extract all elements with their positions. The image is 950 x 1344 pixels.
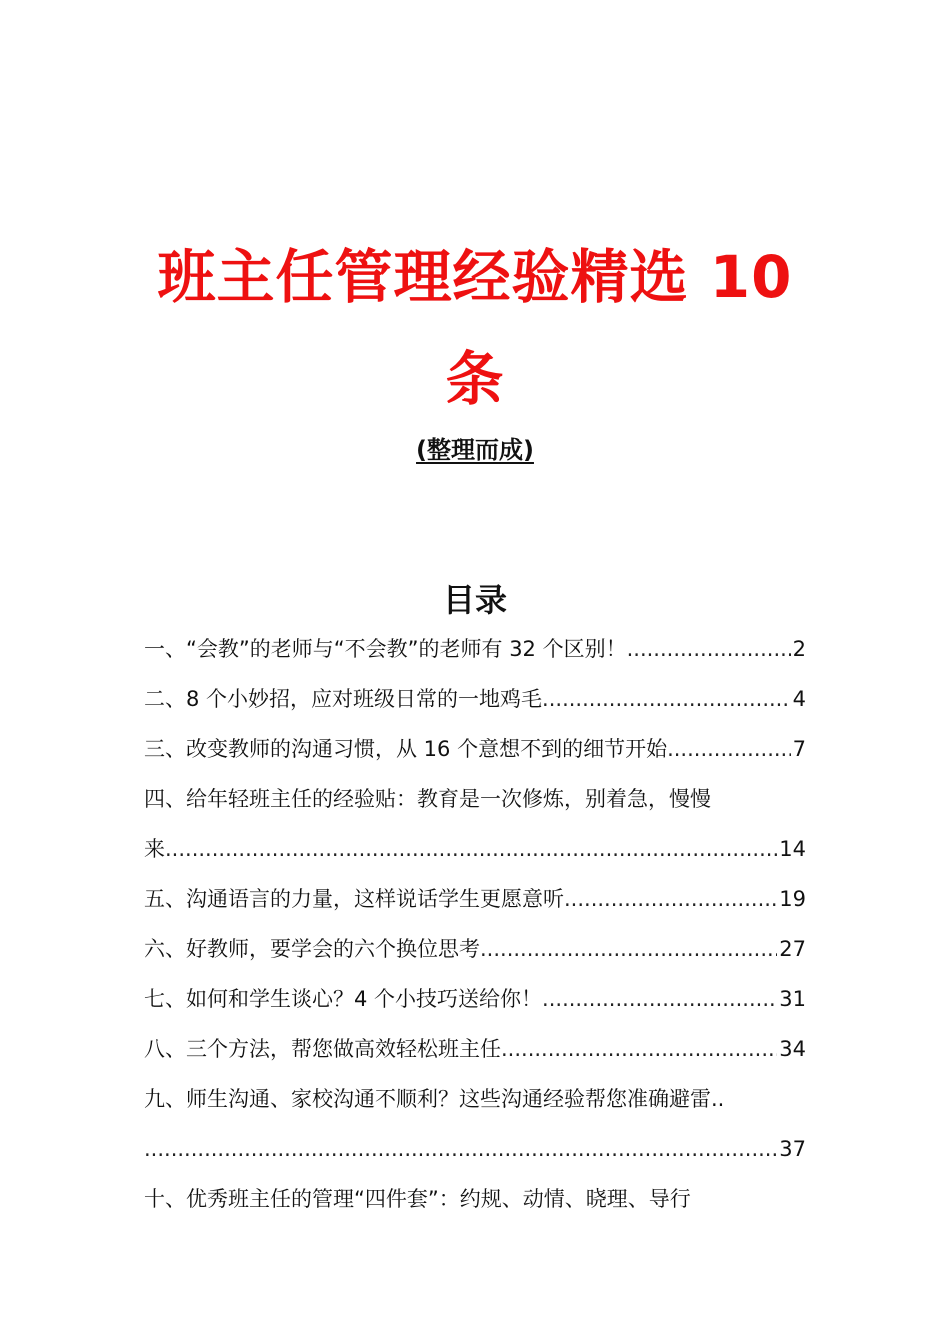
- toc-entry-6[interactable]: [144, 924, 806, 974]
- toc-entry-title: 二、8 个小妙招，应对班级日常的一地鸡毛: [144, 687, 543, 711]
- toc-page-number: 34: [779, 1037, 806, 1061]
- toc-entry-2[interactable]: [144, 674, 806, 724]
- toc-entry-title: 六、好教师，要学会的六个换位思考: [144, 937, 480, 961]
- toc-page-number: 14: [779, 837, 806, 861]
- toc-page-number: 19: [779, 887, 806, 911]
- toc-entry-4[interactable]: [144, 774, 806, 824]
- toc-entry-title: 三、改变教师的沟通习惯，从 16 个意想不到的细节开始: [144, 737, 668, 761]
- subtitle-text: (整理而成): [416, 436, 534, 464]
- toc-leader-dots: [165, 824, 777, 874]
- toc-entry-9-continuation[interactable]: [144, 1124, 806, 1174]
- document-subtitle: [0, 432, 950, 468]
- toc-entry-title: 八、三个方法，帮您做高效轻松班主任: [144, 1037, 501, 1061]
- toc-entry-title: 一、“会教”的老师与“不会教”的老师有 32 个区别！: [144, 637, 627, 661]
- toc-leader-dots: [627, 624, 791, 674]
- toc-entry-1[interactable]: [144, 624, 806, 674]
- toc-entry-title: 九、师生沟通、家校沟通不顺利？这些沟通经验帮您准确避雷..: [144, 1087, 725, 1111]
- toc-page-number: 37: [779, 1137, 806, 1161]
- toc-page-number: 7: [792, 737, 806, 761]
- toc-entry-8[interactable]: [144, 1024, 806, 1074]
- toc-entry-title-continuation: 来: [144, 837, 165, 861]
- toc-leader-dots: [667, 724, 791, 774]
- toc-leader-dots: [144, 1124, 777, 1174]
- toc-entry-5[interactable]: [144, 874, 806, 924]
- table-of-contents: [144, 624, 806, 1224]
- toc-entry-title: 七、如何和学生谈心？4 个小技巧送给你！: [144, 987, 543, 1011]
- toc-entry-10[interactable]: [144, 1174, 806, 1224]
- document-title-continuation: 条: [445, 345, 505, 413]
- toc-leader-dots: [501, 1024, 777, 1074]
- toc-entry-title: 五、沟通语言的力量，这样说话学生更愿意听: [144, 887, 564, 911]
- toc-leader-dots: [542, 674, 791, 724]
- toc-page-number: 27: [779, 937, 806, 961]
- toc-leader-dots: [480, 924, 777, 974]
- toc-leader-dots: [542, 974, 777, 1024]
- toc-entry-9[interactable]: [144, 1074, 806, 1124]
- toc-entry-title: 十、优秀班主任的管理“四件套”：约规、动情、晓理、导行: [144, 1187, 691, 1211]
- toc-leader-dots: [564, 874, 777, 924]
- toc-page-number: 31: [779, 987, 806, 1011]
- toc-heading: 目录: [442, 581, 507, 619]
- toc-page-number: 2: [792, 637, 806, 661]
- toc-entry-title: 四、给年轻班主任的经验贴：教育是一次修炼，别着急，慢慢: [144, 787, 711, 811]
- toc-entry-7[interactable]: [144, 974, 806, 1024]
- toc-entry-3[interactable]: [144, 724, 806, 774]
- toc-entry-4-continuation[interactable]: [144, 824, 806, 874]
- toc-page-number: 4: [792, 687, 806, 711]
- document-title: 班主任管理经验精选 10: [157, 243, 793, 311]
